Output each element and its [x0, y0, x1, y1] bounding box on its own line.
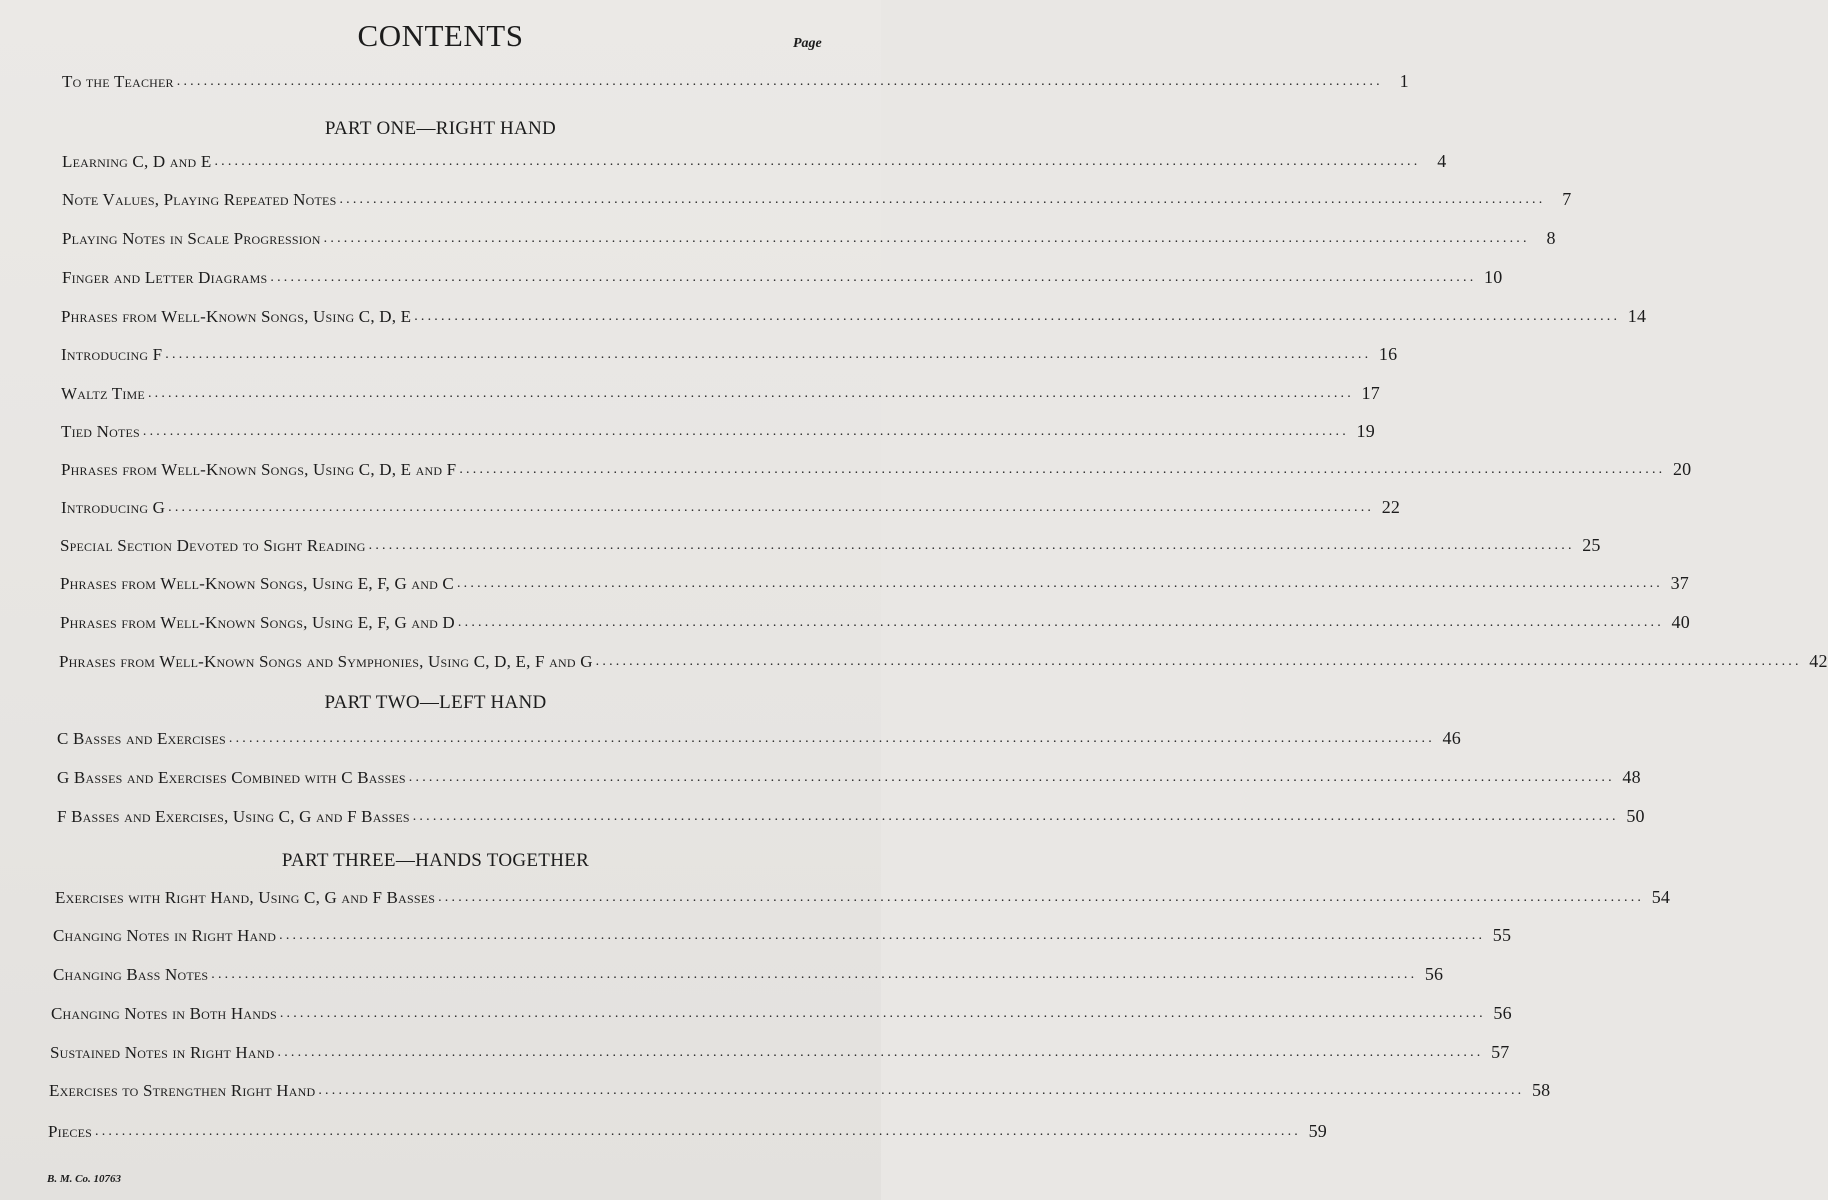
toc-entry[interactable] [48, 1118, 1327, 1142]
toc-entry-label: Finger and Letter Diagrams [62, 268, 268, 287]
toc-entry-label: Sustained Notes in Right Hand [50, 1043, 275, 1062]
toc-entry-page: 40 [1671, 612, 1690, 632]
dot-leader: .................................................................................................................................................................................... [228, 731, 1435, 746]
dot-leader: .................................................................................................................................................................................... [279, 928, 1486, 943]
toc-entry-page: 20 [1672, 459, 1692, 479]
dot-leader: .................................................................................................................................................................................... [368, 538, 1575, 553]
dot-leader: .................................................................................................................................................................................... [323, 231, 1530, 246]
toc-entry-page: 56 [1424, 964, 1444, 984]
dot-leader: .................................................................................................................................................................................... [176, 74, 1383, 89]
toc-entry[interactable] [53, 922, 1512, 946]
toc-entry-label: Introducing G [61, 498, 166, 517]
toc-entry-page: 54 [1651, 887, 1671, 907]
toc-entry[interactable] [61, 341, 1398, 365]
dot-leader: .................................................................................................................................................................................... [142, 424, 1349, 439]
toc-entry-page: 50 [1626, 806, 1645, 826]
toc-entry-label: Phrases from Well-Known Songs, Using C, D, E [61, 307, 412, 326]
toc-entry[interactable] [49, 1077, 1551, 1101]
toc-entry[interactable] [60, 570, 1689, 594]
toc-entry[interactable] [61, 418, 1375, 442]
catalog-number: B. M. Co. 10763 [47, 1173, 121, 1185]
toc-entry-page: 42 [1809, 651, 1828, 671]
toc-entry-label: Learning C, D and E [62, 152, 212, 171]
toc-entry-page: 4 [1437, 151, 1447, 171]
toc-entry[interactable] [50, 1039, 1510, 1063]
toc-entry-label: To the Teacher [62, 72, 174, 91]
dot-leader: .................................................................................................................................................................................... [339, 192, 1546, 207]
toc-entry[interactable] [62, 148, 1447, 172]
toc-entry[interactable] [61, 456, 1692, 480]
toc-entry-page: 7 [1562, 189, 1572, 209]
dot-leader: .................................................................................................................................................................................... [438, 890, 1645, 905]
toc-entry-page: 19 [1356, 421, 1375, 441]
section-heading: PART THREE—HANDS TOGETHER [281, 850, 590, 871]
toc-entry-label: G Basses and Exercises Combined with C Basses [57, 768, 406, 787]
dot-leader: .................................................................................................................................................................................... [412, 809, 1619, 824]
dot-leader: .................................................................................................................................................................................... [95, 1124, 1301, 1139]
dot-leader: .................................................................................................................................................................................... [168, 500, 1375, 515]
toc-entry-label: Exercises to Strengthen Right Hand [49, 1081, 316, 1100]
toc-entry-label: Introducing F [61, 345, 163, 364]
toc-entry[interactable] [59, 648, 1828, 672]
toc-entry[interactable] [62, 68, 1409, 92]
toc-entry[interactable] [57, 725, 1461, 749]
toc-entry-page: 1 [1399, 71, 1409, 91]
toc-entry[interactable] [62, 225, 1556, 249]
toc-entry-label: Changing Notes in Right Hand [53, 926, 277, 945]
toc-entry[interactable] [57, 803, 1645, 827]
dot-leader: .................................................................................................................................................................................... [165, 347, 1372, 362]
toc-entry-page: 22 [1381, 497, 1401, 517]
dot-leader: .................................................................................................................................................................................... [457, 615, 1664, 630]
toc-entry-label: Exercises with Right Hand, Using C, G and F Basses [55, 888, 436, 907]
toc-entry-page: 37 [1670, 573, 1689, 593]
toc-entry[interactable] [61, 494, 1401, 518]
dot-leader: .................................................................................................................................................................................... [279, 1006, 1486, 1021]
section-heading: PART ONE—RIGHT HAND [324, 118, 557, 139]
toc-entry-label: Phrases from Well-Known Songs, Using E, F, G and D [60, 613, 455, 632]
dot-leader: .................................................................................................................................................................................... [595, 654, 1802, 669]
toc-entry-page: 10 [1484, 267, 1503, 287]
toc-entry-label: Changing Bass Notes [53, 965, 209, 984]
toc-entry[interactable] [62, 186, 1572, 210]
toc-entry-label: F Basses and Exercises, Using C, G and F Basses [57, 807, 410, 826]
toc-entry-page: 25 [1582, 535, 1601, 555]
toc-entry-label: Note Values, Playing Repeated Notes [62, 190, 337, 209]
toc-entry[interactable] [62, 264, 1503, 288]
toc-entry-label: C Basses and Exercises [57, 729, 226, 748]
dot-leader: .................................................................................................................................................................................... [408, 770, 1615, 785]
dot-leader: .................................................................................................................................................................................... [270, 270, 1477, 285]
toc-entry-label: Phrases from Well-Known Songs and Symphonies, Using C, D, E, F and G [59, 652, 593, 671]
dot-leader: .................................................................................................................................................................................... [459, 462, 1666, 477]
toc-entry-page: 56 [1493, 1003, 1512, 1023]
toc-entry-page: 16 [1378, 344, 1398, 364]
page-column-label: Page [793, 36, 822, 51]
toc-entry[interactable] [51, 1000, 1512, 1024]
toc-entry-page: 48 [1622, 767, 1641, 787]
page-title: CONTENTS [357, 18, 524, 53]
toc-entry-page: 46 [1442, 728, 1461, 748]
section-heading: PART TWO—LEFT HAND [324, 692, 547, 713]
dot-leader: .................................................................................................................................................................................... [414, 309, 1621, 324]
toc-entry[interactable] [60, 609, 1690, 633]
toc-entry-label: Tied Notes [61, 422, 140, 441]
toc-entry-label: Special Section Devoted to Sight Reading [60, 536, 366, 555]
toc-entry-label: Playing Notes in Scale Progression [62, 229, 321, 248]
toc-entry-page: 8 [1546, 228, 1556, 248]
toc-entry-page: 57 [1491, 1042, 1510, 1062]
toc-entry[interactable] [61, 380, 1380, 404]
dot-leader: .................................................................................................................................................................................... [318, 1083, 1525, 1098]
dot-leader: .................................................................................................................................................................................... [147, 386, 1354, 401]
dot-leader: .................................................................................................................................................................................... [214, 154, 1421, 169]
toc-entry-label: Phrases from Well-Known Songs, Using C, D, E and F [61, 460, 457, 479]
toc-entry-page: 58 [1531, 1080, 1551, 1100]
toc-entry-label: Phrases from Well-Known Songs, Using E, F, G and C [60, 574, 454, 593]
toc-entry-label: Changing Notes in Both Hands [51, 1004, 277, 1023]
toc-entry-page: 55 [1492, 925, 1512, 945]
toc-entry[interactable] [55, 884, 1671, 908]
toc-entry[interactable] [57, 764, 1641, 788]
toc-entry-page: 17 [1361, 383, 1380, 403]
toc-entry-label: Waltz Time [61, 384, 145, 403]
dot-leader: .................................................................................................................................................................................... [277, 1045, 1484, 1060]
dot-leader: .................................................................................................................................................................................... [456, 576, 1663, 591]
toc-entry-page: 14 [1627, 306, 1647, 326]
toc-entry[interactable] [53, 961, 1444, 985]
toc-entry[interactable] [61, 303, 1647, 327]
toc-entry-page: 59 [1308, 1121, 1327, 1141]
toc-entry-label: Pieces [48, 1122, 92, 1141]
dot-leader: .................................................................................................................................................................................... [211, 967, 1418, 982]
toc-entry[interactable] [60, 532, 1601, 556]
